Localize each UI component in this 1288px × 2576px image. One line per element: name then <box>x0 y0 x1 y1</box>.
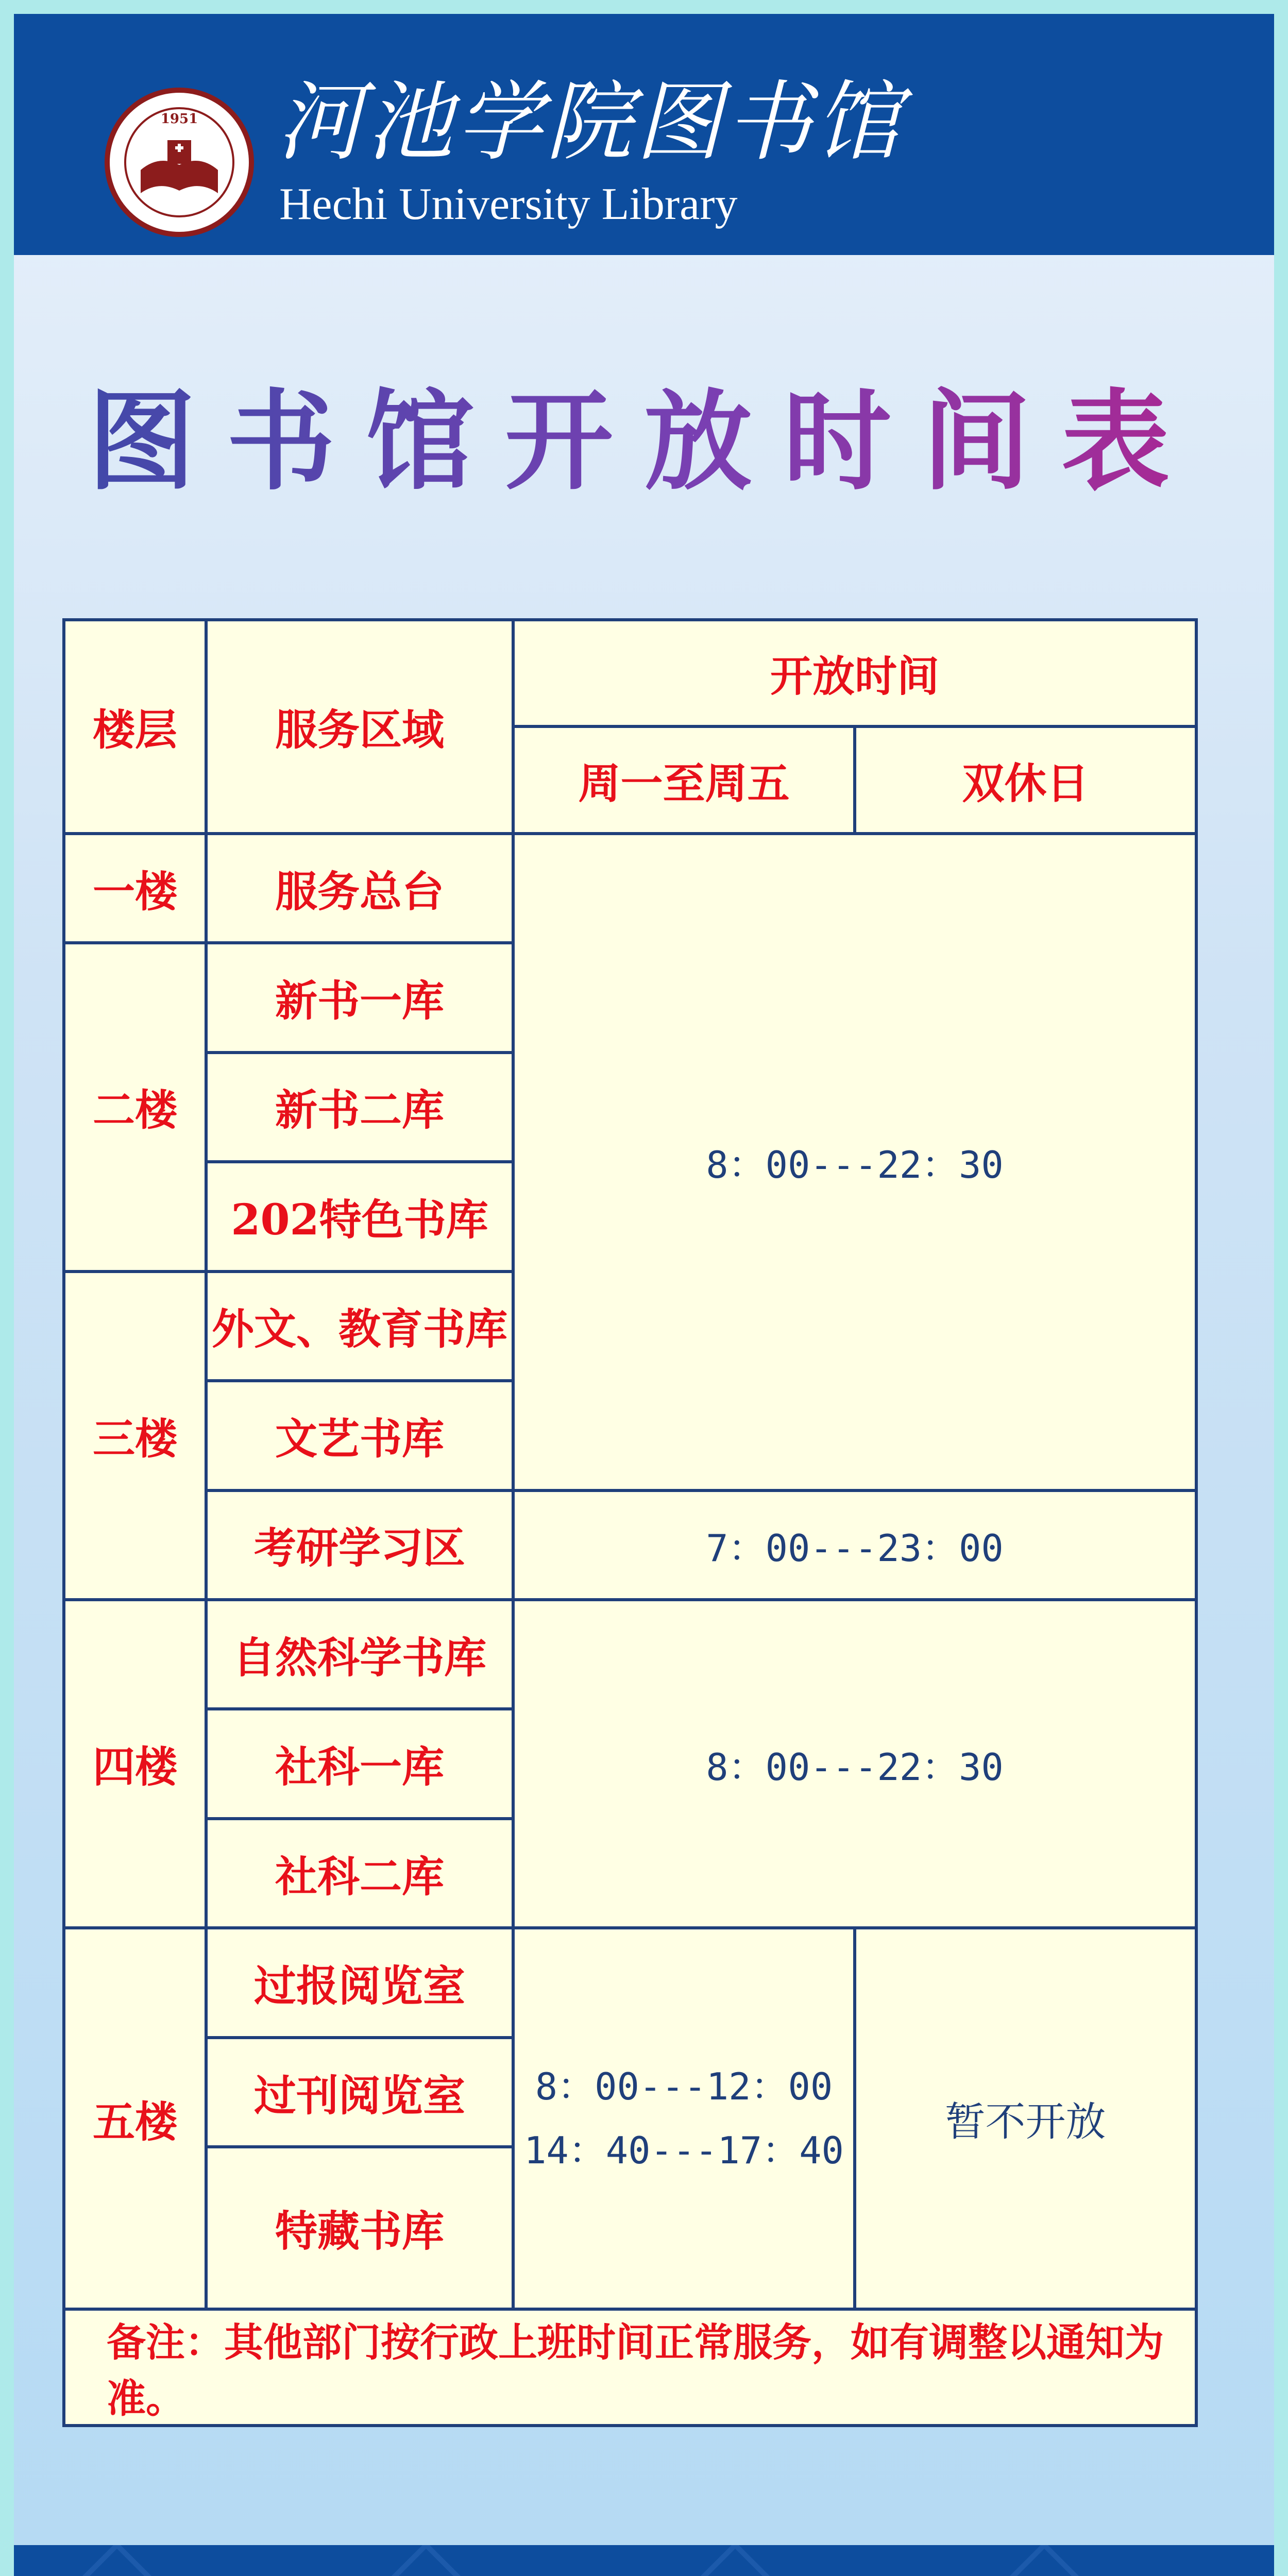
floor-cell: 五楼 <box>64 1928 206 2309</box>
poster <box>14 14 1274 2576</box>
page-title: 图书馆开放时间表 <box>14 375 1274 509</box>
area-cell: 自然科学书库 <box>206 1600 513 1709</box>
area-cell: 新书一库 <box>206 943 513 1052</box>
area-cell: 过报阅览室 <box>206 1928 513 2037</box>
header-floor: 楼层 <box>64 620 206 834</box>
area-cell: 特藏书库 <box>206 2147 513 2309</box>
logo-chinese-name: 河池学院图书馆 <box>277 72 904 173</box>
header-opening-hours: 开放时间 <box>513 620 1196 726</box>
footer-banner <box>14 2545 1274 2576</box>
floor-cell: 二楼 <box>64 943 206 1271</box>
area-cell: 新书二库 <box>206 1053 513 1162</box>
hours-cell-floor5 <box>513 1928 855 2309</box>
table-row <box>64 1928 1196 2037</box>
floor-cell: 四楼 <box>64 1600 206 1928</box>
area-cell: 202特色书库 <box>206 1162 513 1271</box>
logo-english-name: Hechi University Library <box>279 179 738 229</box>
table-row <box>64 1600 1196 1709</box>
library-seal-logo <box>105 88 254 237</box>
floor-cell: 三楼 <box>64 1272 206 1600</box>
floor-cell: 一楼 <box>64 834 206 943</box>
header-weekend: 双休日 <box>855 726 1196 833</box>
note-row <box>64 2309 1196 2426</box>
table-row <box>64 834 1196 943</box>
hours-cell-study: 7：00---23：00 <box>513 1490 1196 1600</box>
book-emblem-icon <box>110 93 249 232</box>
area-cell: 考研学习区 <box>206 1490 513 1600</box>
area-cell: 社科二库 <box>206 1819 513 1928</box>
area-cell: 服务总台 <box>206 834 513 943</box>
footer-pattern <box>14 2545 1274 2576</box>
hours-afternoon: 14：40---17：40 <box>524 2129 844 2173</box>
header-weekday: 周一至周五 <box>513 726 855 833</box>
area-cell: 过刊阅览室 <box>206 2038 513 2147</box>
logo-year: 1951 <box>160 111 198 127</box>
area-cell: 文艺书库 <box>206 1381 513 1490</box>
area-cell: 社科一库 <box>206 1709 513 1818</box>
hours-cell-floor4: 8：00---22：30 <box>513 1600 1196 1928</box>
area-cell: 外文、教育书库 <box>206 1272 513 1381</box>
table-row <box>64 1490 1196 1600</box>
hours-cell-general: 8：00---22：30 <box>513 834 1196 1490</box>
opening-hours-table <box>62 618 1198 2427</box>
header-service-area: 服务区域 <box>206 620 513 834</box>
hours-morning: 8：00---12：00 <box>535 2065 833 2109</box>
weekend-closed-cell: 暂不开放 <box>855 1928 1196 2309</box>
note-cell: 备注：其他部门按行政上班时间正常服务，如有调整以通知为准。 <box>64 2309 1196 2426</box>
table-header-row <box>64 620 1196 726</box>
header-banner <box>14 14 1274 255</box>
